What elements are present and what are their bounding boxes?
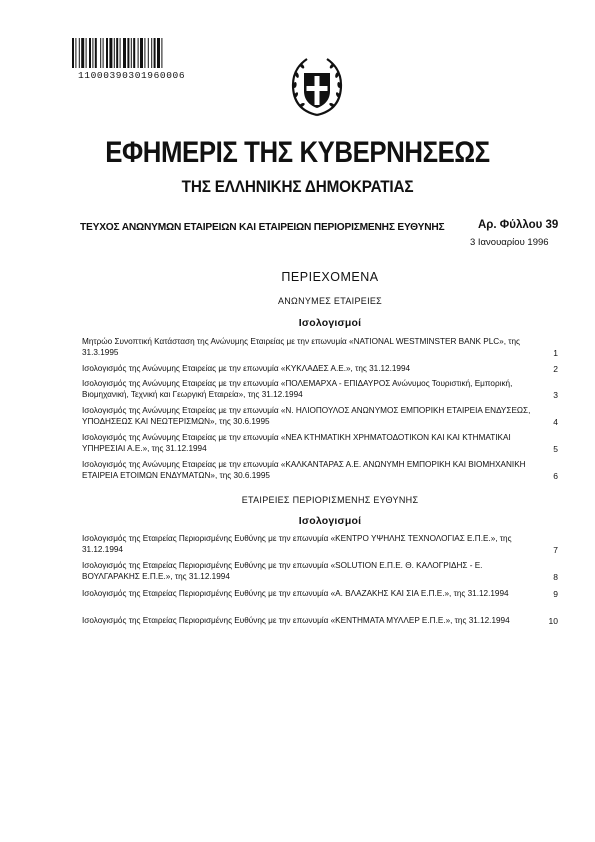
issue-date: 3 Ιανουαρίου 1996 [470, 237, 549, 248]
toc-entry-text: Ισολογισμός της Εταιρείας Περιορισμένης Ευθύνης με την επωνυμία «SOLUTION Ε.Π.Ε. Θ. ΚΑΛΟΓΡΙΔΗΣ - Ε. ΒΟΥΛΓΑΡΑΚΗΣ Ε.Π.Ε.», της 31.12.1994 [82, 561, 483, 581]
barcode-number: 11000390301960006 [78, 70, 186, 81]
section-subheading-sa: Ισολογισμοί [298, 317, 362, 329]
toc-entry-text: Ισολογισμός της Ανώνυμης Εταιρείας με την επωνυμία «ΝΕΑ ΚΤΗΜΑΤΙΚΗ ΧΡΗΜΑΤΟΔΟΤΙΚΟΝ ΚΑΙ ΚΑΙ ΚΤΗΜΑΤΙΚΑΙ ΥΠΗΡΕΣΙΑΙ Α.Ε.», της 31.12.1994 [82, 433, 511, 453]
toc-entry [82, 616, 562, 627]
toc-entry [82, 337, 562, 358]
toc-entry-page: 1 [553, 347, 558, 358]
toc-entry-text: Ισολογισμός της Ανώνυμης Εταιρείας με την επωνυμία «ΚΥΚΛΑΔΕΣ Α.Ε.», της 31.12.1994 [82, 364, 411, 373]
toc-entry-text: Ισολογισμός της Εταιρείας Περιορισμένης Ευθύνης με την επωνυμία «ΚΕΝΤΡΟ ΥΨΗΛΗΣ ΤΕΧΝΟΛΟΓΙΑΣ Ε.Π.Ε.», της 31.12.1994 [82, 534, 512, 554]
toc-entry [82, 364, 562, 375]
section-heading-sa: ΑΝΩΝΥΜΕΣ ΕΤΑΙΡΕΙΕΣ [277, 296, 383, 306]
toc-entry-page: 8 [553, 571, 558, 582]
toc-entry-page: 9 [553, 589, 558, 599]
toc-entry-page: 3 [553, 389, 558, 400]
toc-entry-text: Ισολογισμός της Εταιρείας Περιορισμένης Ευθύνης με την επωνυμία «ΚΕΝΤΗΜΑΤΑ ΜΥΛΛΕΡ Ε.Π.Ε.», της 31.12.1994 [82, 616, 510, 625]
toc-entry [82, 406, 562, 427]
toc-entry-text: Ισολογισμός της Ανώνυμης Εταιρείας με την επωνυμία «ΚΑΛΚΑΝΤΑΡΑΣ Α.Ε. ΑΝΩΝΥΜΗ ΕΜΠΟΡΙΚΗ ΚΑΙ ΒΙΟΜΗΧΑΝΙΚΗ ΕΤΑΙΡΕΙΑ ΕΤΟΙΜΩΝ ΕΝΔΥΜΑΤΩΝ», της 30.6.1995 [82, 460, 526, 480]
toc-title: ΠΕΡΙΕΧΟΜΕΝΑ [281, 270, 379, 284]
toc-entry-page: 5 [553, 443, 558, 454]
toc-entry [82, 589, 562, 600]
issue-type: ΤΕΥΧΟΣ ΑΝΩΝΥΜΩΝ ΕΤΑΙΡΕΙΩΝ ΚΑΙ ΕΤΑΙΡΕΙΩΝ ΠΕΡΙΟΡΙΣΜΕΝΗΣ ΕΥΘΥΝΗΣ [80, 222, 445, 233]
toc-entry-page: 7 [553, 544, 558, 555]
sheet-number: Αρ. Φύλλου 39 [478, 219, 559, 231]
section-subheading-ltd: Ισολογισμοί [298, 515, 362, 527]
toc-entry-page: 6 [553, 470, 558, 481]
toc-entry-text: Ισολογισμός της Εταιρείας Περιορισμένης Ευθύνης με την επωνυμία «Α. ΒΛΑΖΑΚΗΣ ΚΑΙ ΣΙΑ Ε.Π.Ε.», της 31.12.1994 [82, 589, 509, 598]
toc-entry-text: Μητρώο Συνοπτική Κατάσταση της Ανώνυμης Εταιρείας με την επωνυμία «NATIONAL WESTMINSTER BANK PLC», της 31.3.1995 [82, 337, 520, 357]
coat-of-arms-emblem [287, 55, 347, 119]
toc-entry [82, 534, 562, 555]
toc-entry [82, 379, 562, 400]
barcode [72, 38, 210, 68]
toc-entry [82, 433, 562, 454]
toc-entry-text: Ισολογισμός της Ανώνυμης Εταιρείας με την επωνυμία «Ν. ΗΛΙΟΠΟΥΛΟΣ ΑΝΩΝΥΜΟΣ ΕΜΠΟΡΙΚΗ ΕΤΑΙΡΕΙΑ ΕΝΔΥΣΕΩΣ, ΥΠΟΔΗΣΕΩΣ ΚΑΙ ΝΕΩΤΕΡΙΣΜΩΝ», της 30.6.1995 [82, 406, 531, 426]
section-heading-ltd: ΕΤΑΙΡΕΙΕΣ ΠΕΡΙΟΡΙΣΜΕΝΗΣ ΕΥΘΥΝΗΣ [241, 495, 419, 505]
toc-entry-text: Ισολογισμός της Ανώνυμης Εταιρείας με την επωνυμία «ΠΟΛΕΜΑΡΧΑ - ΕΠΙΔΑΥΡΟΣ Ανώνυμος Τουριστική, Εμπορική, Βιομηχανική, Τεχνική και Γεωργική Εταιρεία», της 31.12.1994 [82, 379, 513, 399]
toc-entry-page: 4 [553, 416, 558, 427]
toc-entry [82, 561, 562, 582]
toc-entry-page: 10 [548, 616, 558, 626]
gazette-subtitle: ΤΗΣ ΕΛΛΗΝΙΚΗΣ ΔΗΜΟΚΡΑΤΙΑΣ [181, 177, 414, 196]
gazette-title: ΕΦΗΜΕΡΙΣ ΤΗΣ ΚΥΒΕΡΝΗΣΕΩΣ [105, 136, 490, 169]
toc-entry [82, 460, 562, 481]
toc-entry-page: 2 [553, 364, 558, 374]
